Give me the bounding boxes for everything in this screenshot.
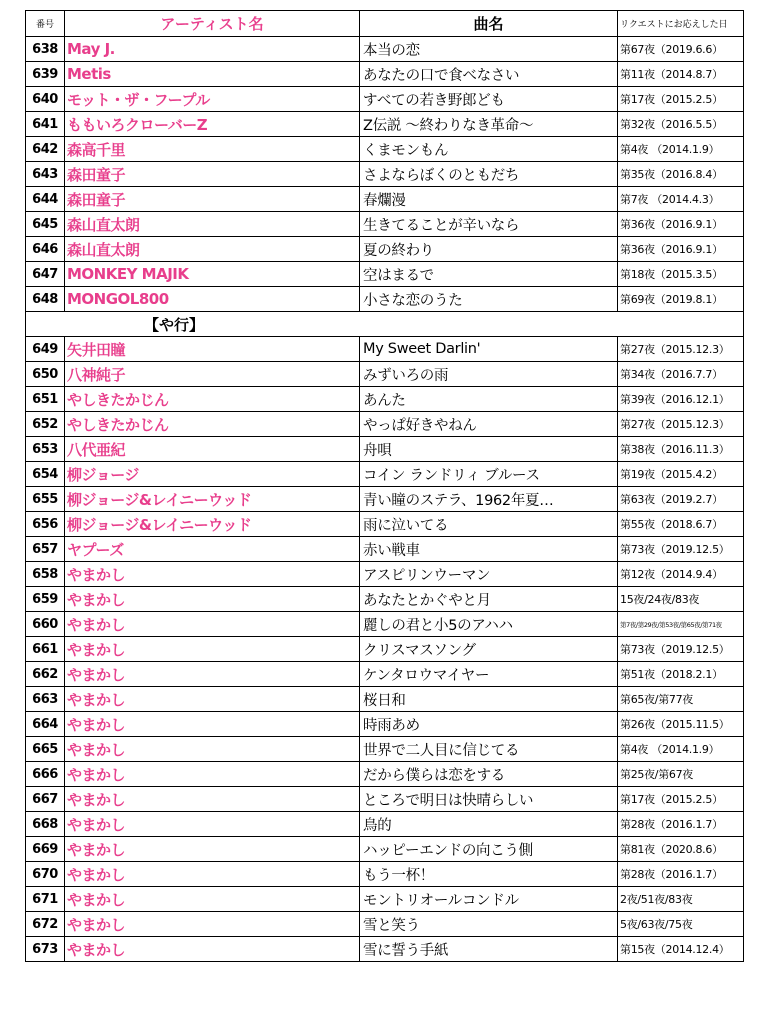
request-date-cell: 第73夜（2019.12.5） — [618, 537, 744, 562]
artist-cell: やまかし — [65, 837, 360, 862]
row-number: 651 — [26, 387, 65, 412]
table-row — [26, 612, 744, 637]
row-number: 647 — [26, 262, 65, 287]
request-date-cell: 第25夜/第67夜 — [618, 762, 744, 787]
song-cell: すべての若き野郎ども — [360, 87, 618, 112]
row-number: 669 — [26, 837, 65, 862]
artist-cell: 矢井田瞳 — [65, 337, 360, 362]
artist-cell: 森山直太朗 — [65, 212, 360, 237]
artist-cell: やまかし — [65, 562, 360, 587]
table-row — [26, 787, 744, 812]
artist-cell: MONGOL800 — [65, 287, 360, 312]
table-row — [26, 387, 744, 412]
artist-cell: やまかし — [65, 912, 360, 937]
artist-cell: やしきたかじん — [65, 387, 360, 412]
row-number: 666 — [26, 762, 65, 787]
request-date-cell: 第11夜（2014.8.7） — [618, 62, 744, 87]
row-number: 655 — [26, 487, 65, 512]
request-date-cell: 第17夜（2015.2.5） — [618, 87, 744, 112]
artist-cell: 柳ジョージ&レイニーウッド — [65, 512, 360, 537]
table-row — [26, 462, 744, 487]
row-number: 658 — [26, 562, 65, 587]
table-row — [26, 87, 744, 112]
header-artist: アーティスト名 — [65, 11, 360, 37]
song-cell: みずいろの雨 — [360, 362, 618, 387]
request-date-cell: 第63夜（2019.2.7） — [618, 487, 744, 512]
artist-cell: MONKEY MAJIK — [65, 262, 360, 287]
table-row — [26, 912, 744, 937]
row-number: 644 — [26, 187, 65, 212]
request-date-cell: 第55夜（2018.6.7） — [618, 512, 744, 537]
song-cell: あなたの口で食べなさい — [360, 62, 618, 87]
artist-cell: やまかし — [65, 587, 360, 612]
artist-cell: May J. — [65, 37, 360, 62]
song-cell: 生きてることが辛いなら — [360, 212, 618, 237]
song-cell: 赤い戦車 — [360, 537, 618, 562]
request-date-cell: 15夜/24夜/83夜 — [618, 587, 744, 612]
request-date-cell: 第69夜（2019.8.1） — [618, 287, 744, 312]
request-date-cell: 第17夜（2015.2.5） — [618, 787, 744, 812]
request-date-cell: 第26夜（2015.11.5） — [618, 712, 744, 737]
song-cell: 桜日和 — [360, 687, 618, 712]
request-table — [25, 10, 744, 962]
song-cell: ハッピーエンドの向こう側 — [360, 837, 618, 862]
table-row — [26, 287, 744, 312]
song-cell: 青い瞳のステラ、1962年夏… — [360, 487, 618, 512]
request-date-cell: 第28夜（2016.1.7） — [618, 862, 744, 887]
table-row — [26, 862, 744, 887]
table-row — [26, 812, 744, 837]
row-number: 659 — [26, 587, 65, 612]
table-row — [26, 187, 744, 212]
artist-cell: やまかし — [65, 612, 360, 637]
artist-cell: 柳ジョージ — [65, 462, 360, 487]
song-cell: ケンタロウマイヤー — [360, 662, 618, 687]
artist-cell: 森田童子 — [65, 187, 360, 212]
row-number: 670 — [26, 862, 65, 887]
table-row — [26, 487, 744, 512]
song-cell: 麗しの君と小5のアハハ — [360, 612, 618, 637]
row-number: 673 — [26, 937, 65, 962]
request-date-cell: 第36夜（2016.9.1） — [618, 212, 744, 237]
artist-cell: やまかし — [65, 687, 360, 712]
artist-cell: やまかし — [65, 937, 360, 962]
table-row — [26, 112, 744, 137]
request-date-cell: 第65夜/第77夜 — [618, 687, 744, 712]
row-number: 663 — [26, 687, 65, 712]
request-date-cell: 第27夜（2015.12.3） — [618, 337, 744, 362]
artist-cell: やまかし — [65, 862, 360, 887]
request-date-cell: 第15夜（2014.12.4） — [618, 937, 744, 962]
table-row — [26, 212, 744, 237]
request-date-cell: 5夜/63夜/75夜 — [618, 912, 744, 937]
row-number: 652 — [26, 412, 65, 437]
row-number: 653 — [26, 437, 65, 462]
artist-cell: ヤプーズ — [65, 537, 360, 562]
table-row — [26, 637, 744, 662]
artist-cell: やまかし — [65, 637, 360, 662]
song-cell: My Sweet Darlin' — [360, 337, 618, 362]
artist-cell: やまかし — [65, 762, 360, 787]
table-row — [26, 712, 744, 737]
table-row — [26, 687, 744, 712]
header-request-date: リクエストにお応えした日 — [618, 11, 744, 37]
table-row — [26, 562, 744, 587]
table-row — [26, 437, 744, 462]
song-cell: だから僕らは恋をする — [360, 762, 618, 787]
request-date-cell: 第81夜（2020.8.6） — [618, 837, 744, 862]
request-date-cell: 第36夜（2016.9.1） — [618, 237, 744, 262]
table-row — [26, 237, 744, 262]
table-row — [26, 537, 744, 562]
song-cell: もう一杯！ — [360, 862, 618, 887]
request-date-cell: 第7夜 （2014.4.3） — [618, 187, 744, 212]
section-row — [26, 312, 744, 337]
table-row — [26, 137, 744, 162]
table-row — [26, 37, 744, 62]
row-number: 648 — [26, 287, 65, 312]
table-row — [26, 662, 744, 687]
section-heading: 【や行】 — [26, 312, 744, 337]
artist-cell: やまかし — [65, 887, 360, 912]
artist-cell: やまかし — [65, 712, 360, 737]
request-date-cell: 第34夜（2016.7.7） — [618, 362, 744, 387]
artist-cell: モット・ザ・フープル — [65, 87, 360, 112]
request-date-cell: 第51夜（2018.2.1） — [618, 662, 744, 687]
request-date-cell: 第32夜（2016.5.5） — [618, 112, 744, 137]
artist-cell: 森高千里 — [65, 137, 360, 162]
song-cell: クリスマスソング — [360, 637, 618, 662]
song-cell: モントリオールコンドル — [360, 887, 618, 912]
table-row — [26, 337, 744, 362]
artist-cell: やしきたかじん — [65, 412, 360, 437]
artist-cell: Metis — [65, 62, 360, 87]
row-number: 642 — [26, 137, 65, 162]
header-number: 番号 — [26, 11, 65, 37]
table-body — [26, 37, 744, 962]
song-cell: さよならぼくのともだち — [360, 162, 618, 187]
artist-cell: ももいろクローバーZ — [65, 112, 360, 137]
request-date-cell: 第39夜（2016.12.1） — [618, 387, 744, 412]
song-cell: 空はまるで — [360, 262, 618, 287]
request-date-cell: 第12夜（2014.9.4） — [618, 562, 744, 587]
request-date-cell: 第4夜 （2014.1.9） — [618, 737, 744, 762]
request-date-cell: 第28夜（2016.1.7） — [618, 812, 744, 837]
song-cell: ところで明日は快晴らしい — [360, 787, 618, 812]
header-row — [26, 11, 744, 37]
artist-cell: 森田童子 — [65, 162, 360, 187]
row-number: 641 — [26, 112, 65, 137]
artist-cell: 森山直太朗 — [65, 237, 360, 262]
table-row — [26, 587, 744, 612]
request-date-cell: 第35夜（2016.8.4） — [618, 162, 744, 187]
row-number: 638 — [26, 37, 65, 62]
request-date-cell: 第4夜 （2014.1.9） — [618, 137, 744, 162]
row-number: 668 — [26, 812, 65, 837]
song-cell: 本当の恋 — [360, 37, 618, 62]
row-number: 657 — [26, 537, 65, 562]
row-number: 640 — [26, 87, 65, 112]
song-cell: 雨に泣いてる — [360, 512, 618, 537]
artist-cell: やまかし — [65, 737, 360, 762]
song-cell: 時雨あめ — [360, 712, 618, 737]
request-date-cell: 第38夜（2016.11.3） — [618, 437, 744, 462]
table-row — [26, 162, 744, 187]
table-row — [26, 837, 744, 862]
row-number: 650 — [26, 362, 65, 387]
table-row — [26, 937, 744, 962]
song-cell: 世界で二人目に信じてる — [360, 737, 618, 762]
row-number: 646 — [26, 237, 65, 262]
table-row — [26, 262, 744, 287]
request-date-cell: 2夜/51夜/83夜 — [618, 887, 744, 912]
row-number: 672 — [26, 912, 65, 937]
row-number: 649 — [26, 337, 65, 362]
table-row — [26, 362, 744, 387]
song-cell: 舟唄 — [360, 437, 618, 462]
request-date-cell: 第7夜/第29夜/第53夜/第65夜/第71夜 — [618, 612, 744, 637]
row-number: 661 — [26, 637, 65, 662]
row-number: 643 — [26, 162, 65, 187]
song-cell: 鳥的 — [360, 812, 618, 837]
row-number: 662 — [26, 662, 65, 687]
artist-cell: やまかし — [65, 812, 360, 837]
header-song: 曲名 — [360, 11, 618, 37]
request-date-cell: 第19夜（2015.4.2） — [618, 462, 744, 487]
song-cell: 雪と笑う — [360, 912, 618, 937]
song-cell: やっぱ好きやねん — [360, 412, 618, 437]
row-number: 664 — [26, 712, 65, 737]
request-date-cell: 第27夜（2015.12.3） — [618, 412, 744, 437]
artist-cell: やまかし — [65, 787, 360, 812]
table-row — [26, 512, 744, 537]
table-row — [26, 412, 744, 437]
row-number: 667 — [26, 787, 65, 812]
song-cell: あなたとかぐやと月 — [360, 587, 618, 612]
table-row — [26, 737, 744, 762]
song-cell: 雪に誓う手紙 — [360, 937, 618, 962]
song-cell: くまモンもん — [360, 137, 618, 162]
song-cell: アスピリンウーマン — [360, 562, 618, 587]
row-number: 645 — [26, 212, 65, 237]
row-number: 639 — [26, 62, 65, 87]
artist-cell: 八代亜紀 — [65, 437, 360, 462]
song-cell: あんた — [360, 387, 618, 412]
table-row — [26, 887, 744, 912]
song-cell: 春爛漫 — [360, 187, 618, 212]
artist-cell: 柳ジョージ&レイニーウッド — [65, 487, 360, 512]
table-row — [26, 762, 744, 787]
row-number: 656 — [26, 512, 65, 537]
request-list-sheet — [25, 10, 744, 962]
row-number: 671 — [26, 887, 65, 912]
request-date-cell: 第73夜（2019.12.5） — [618, 637, 744, 662]
song-cell: 小さな恋のうた — [360, 287, 618, 312]
request-date-cell: 第67夜（2019.6.6） — [618, 37, 744, 62]
table-row — [26, 62, 744, 87]
row-number: 665 — [26, 737, 65, 762]
request-date-cell: 第18夜（2015.3.5） — [618, 262, 744, 287]
song-cell: コイン ランドリィ ブルース — [360, 462, 618, 487]
song-cell: Z伝説 ～終わりなき革命～ — [360, 112, 618, 137]
row-number: 654 — [26, 462, 65, 487]
song-cell: 夏の終わり — [360, 237, 618, 262]
artist-cell: 八神純子 — [65, 362, 360, 387]
row-number: 660 — [26, 612, 65, 637]
artist-cell: やまかし — [65, 662, 360, 687]
